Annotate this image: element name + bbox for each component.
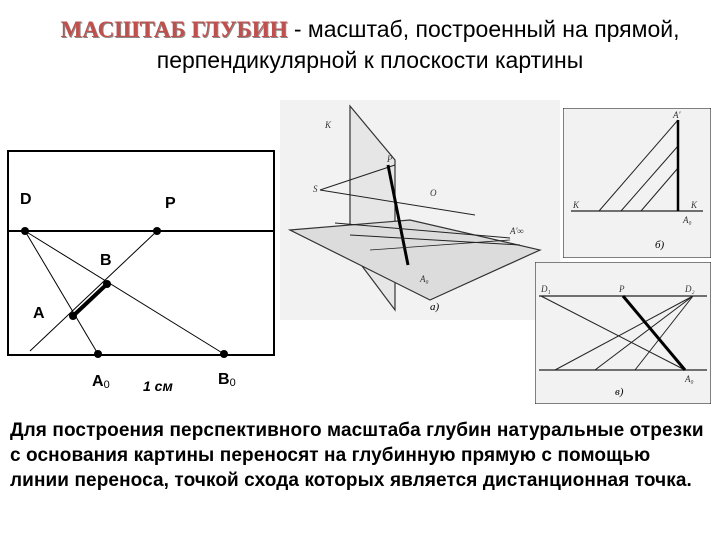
figure-v [535,262,711,404]
transfer-line-d [25,231,98,354]
label-a0: A0 [92,373,110,391]
svg-text:A'∞: A'∞ [510,226,524,236]
svg-text:A₀: A₀ [685,374,694,384]
svg-text:A₀: A₀ [420,274,429,284]
title-term: МАСШТАБ ГЛУБИН [60,17,288,42]
svg-text:P: P [387,154,393,164]
label-b: B [100,252,112,269]
svg-text:A': A' [673,110,681,120]
label-b0: B0 [218,371,236,389]
figure-v-caption: в) [615,386,624,398]
svg-text:D₁: D₁ [541,284,551,294]
svg-text:K: K [573,200,580,210]
svg-text:D₂: D₂ [685,284,695,294]
point-a [69,312,77,320]
figure-a [280,100,560,320]
figure-b [563,108,711,258]
segment-ab [73,284,107,316]
picture-frame [8,151,274,355]
label-d: D [20,191,32,208]
label-unit: 1 см [143,378,173,394]
point-d [21,227,29,235]
point-a0 [94,350,102,358]
transfer-line-d2 [25,231,224,354]
point-b [103,280,111,288]
body-text: Для построения перспективного масштаба глубин натуральные отрезки с основания картины переносят на глубинную прямую с помощью линии переноса, точкой схода которых является дистанционная точка. [10,420,704,491]
svg-text:S: S [313,184,318,194]
svg-text:K: K [325,120,332,130]
label-a: A [33,305,45,322]
point-b0 [220,350,228,358]
depth-scale-diagram [0,140,285,400]
figure-b-caption: б) [655,239,665,251]
figure-a-caption: а) [430,301,440,313]
label-p: P [165,195,176,212]
svg-text:P: P [619,284,625,294]
svg-text:O: O [430,188,437,198]
depth-line [30,231,157,351]
svg-text:A₀: A₀ [683,215,692,225]
svg-text:K: K [691,200,698,210]
point-p [153,227,161,235]
title-definition: - масштаб, построенный на прямой, перпендикулярной к плоскости картины [156,16,680,73]
slide-title [40,14,700,75]
